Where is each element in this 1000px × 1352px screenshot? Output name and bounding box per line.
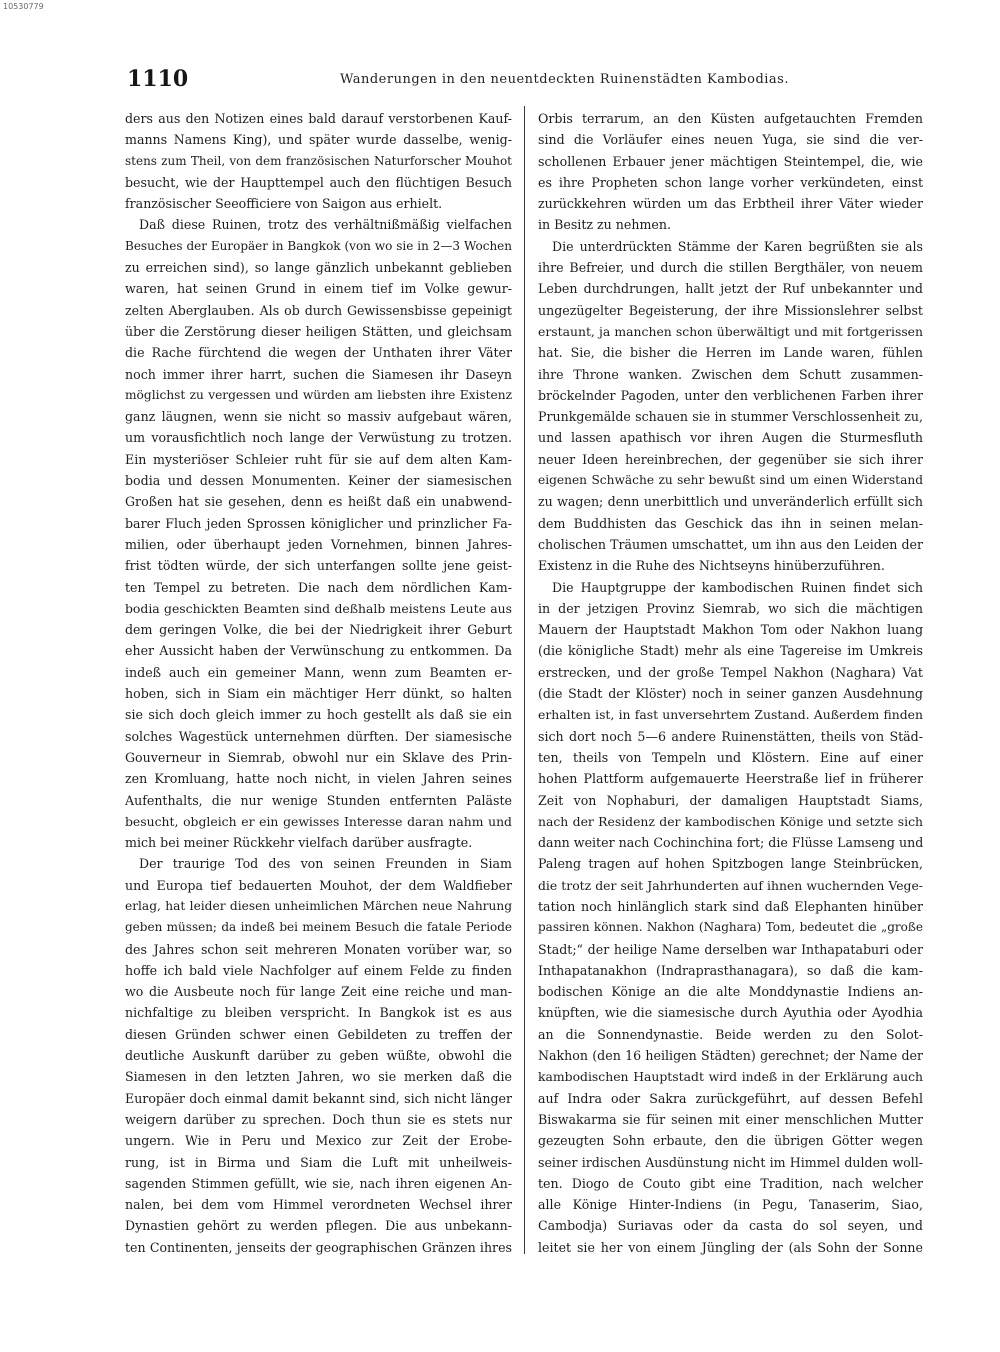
text-line: ganz läugnen, wenn sie nicht so massiv aufgebaut wären, [125, 409, 512, 425]
text-line: passiren können. Nakhon (Naghara) Tom, bedeutet die „große [538, 920, 923, 935]
text-line: die Rache fürchtend die wegen der Unthaten ihrer Väter [125, 345, 512, 361]
text-line: zelten Aberglauben. Als ob durch Gewissensbisse gepeinigt [125, 302, 512, 318]
text-line: bodischen Könige an die alte Monddynastie Indiens an- [538, 984, 923, 1000]
text-line: Aufenthalts, die nur wenige Stunden entfernten Paläste [125, 792, 512, 808]
text-line: hat. Sie, die bisher die Herren im Lande waren, fühlen [538, 345, 923, 361]
text-line: frist tödten würde, der sich unterfangen sollte jene geist- [125, 558, 512, 574]
text-line: bodia geschickten Beamten sind deßhalb meistens Leute aus [125, 600, 512, 616]
page-number: 1110 [127, 66, 189, 92]
text-line: Die Hauptgruppe der kambodischen Ruinen findet sich [552, 579, 923, 595]
text-line: zen Kromluang, hatte noch nicht, in vielen Jahren seines [125, 771, 512, 787]
text-line: kambodischen Hauptstadt wird indeß in der Erklärung auch [538, 1069, 923, 1085]
text-line: sich dort noch 5—6 andere Ruinenstätten, theils von Städ- [538, 728, 923, 744]
column-divider [524, 106, 525, 1254]
text-line: besucht, obgleich er ein gewisses Interesse daran nahm und [125, 813, 512, 829]
text-line: mich bei meiner Rückkehr vielfach darüber ausfragte. [125, 835, 473, 851]
text-line: ten Tempel zu betreten. Die nach dem nördlichen Kam- [125, 579, 512, 595]
text-line: um vorausfichtlich noch lange der Verwüstung zu trotzen. [125, 430, 512, 446]
text-line: deutliche Auskunft darüber zu geben wüßte, obwohl die [125, 1048, 512, 1064]
text-line: Europäer doch einmal damit bekannt sind, sich nicht länger [125, 1090, 512, 1106]
text-line: leitet sie her von einem Jüngling der (als Sohn der Sonne [538, 1239, 923, 1255]
text-line: in der jetzigen Provinz Siemrab, wo sich die mächtigen [538, 600, 923, 616]
text-line: in Besitz zu nehmen. [538, 217, 671, 233]
left-text-column [125, 108, 512, 1258]
text-line: eigenen Schwäche zu sehr bewußt sind um einen Widerstand [538, 473, 923, 488]
text-line: Nakhon (den 16 heiligen Städten) gerechnet; der Name der [538, 1048, 923, 1064]
text-line: geben müssen; da indeß bei meinem Besuch die fatale Periode [125, 920, 512, 935]
text-line: ders aus den Notizen eines bald darauf verstorbenen Kauf- [125, 111, 512, 126]
text-line: des Jahres schon seit mehreren Monaten vorüber war, so [125, 941, 512, 957]
text-line: ihre Throne wanken. Zwischen dem Schutt zusammen- [538, 366, 923, 382]
text-line: zu wagen; denn unerbittlich und unveränderlich erfüllt sich [538, 494, 923, 510]
text-line: besucht, wie der Haupttempel auch den flüchtigen Besuch [125, 174, 512, 190]
text-line: milien, oder überhaupt jeden Vornehmen, binnen Jahres- [125, 536, 512, 552]
text-line: Leben durchdrungen, hallt jetzt der Ruf unbekannter und [538, 281, 923, 297]
text-line: noch immer ihrer harrt, suchen die Siamesen ihr Daseyn [125, 366, 512, 382]
text-line: bröckelnder Pagoden, unter den verblichenen Farben ihrer [538, 387, 923, 403]
text-line: erstrecken, und der große Tempel Nakhon (Naghara) Vat [538, 664, 923, 680]
text-line: und lassen apathisch vor ihren Augen die Sturmesfluth [538, 430, 923, 446]
text-line: zurückkehren würden um das Erbtheil ihrer Väter wieder [538, 196, 923, 212]
text-line: solches Wagestück unternehmen dürften. Der siamesische [125, 728, 512, 744]
text-line: erhalten ist, in fast unversehrtem Zustand. Außerdem finden [538, 707, 923, 723]
text-line: ten, theils von Tempeln und Klöstern. Eine auf einer [538, 749, 923, 765]
text-line: (die königliche Stadt) mehr als eine Tagereise im Umkreis [538, 643, 923, 659]
text-line: Orbis terrarum, an den Küsten aufgetauchten Fremden [538, 111, 923, 126]
text-line: rung, ist in Birma und Siam die Luft mit unheilweis- [125, 1154, 512, 1170]
text-line: alle Könige Hinter-Indiens (in Pegu, Tanaserim, Siao, [538, 1197, 923, 1213]
text-line: schollenen Erbauer jener mächtigen Steintempel, die, wie [538, 153, 923, 169]
right-text-column [538, 108, 923, 1258]
text-line: erstaunt, ja manchen schon überwältigt und mit fortgerissen [538, 323, 923, 339]
text-line: Paleng tragen auf hohen Spitzbogen lange Steinbrücken, [538, 856, 923, 872]
text-line: Daß diese Ruinen, trotz des verhältnißmäßig vielfachen [139, 217, 512, 233]
text-line: Stadt;“ der heilige Name derselben war Inthapataburi oder [538, 941, 923, 957]
text-line: Dynastien gehört zu werden pflegen. Die aus unbekann- [125, 1218, 512, 1234]
text-line: bodia und dessen Monumenten. Keiner der siamesischen [125, 473, 512, 489]
text-line: seiner irdischen Ausdünstung nicht im Himmel dulden woll- [538, 1154, 923, 1170]
text-line: Cambodja) Suriavas oder da casta do sol seyen, und [538, 1218, 923, 1234]
text-line: Die unterdrückten Stämme der Karen begrüßten sie als [552, 238, 923, 254]
text-line: nalen, bei dem vom Himmel verordneten Wechsel ihrer [125, 1197, 512, 1213]
text-line: indeß auch ein gemeiner Mann, wenn zum Beamten er- [125, 664, 512, 680]
text-line: gezeugten Sohn erbaute, den die übrigen Götter wegen [538, 1133, 923, 1149]
text-line: wo die Ausbeute noch für lange Zeit eine reiche und man- [125, 984, 512, 1000]
text-line: Existenz in die Ruhe des Nichtseyns hinüberzuführen. [538, 558, 885, 574]
text-line: Inthapatanakhon (Indraprasthanagara), so daß die kam- [538, 962, 923, 978]
text-line: Besuches der Europäer in Bangkok (von wo sie in 2—3 Wochen [125, 238, 512, 253]
text-line: französischer Seeofficiere von Saigon aus erhielt. [125, 196, 443, 212]
text-line: ungern. Wie in Peru und Mexico zur Zeit der Erobe- [125, 1133, 512, 1149]
text-line: an die Sonnendynastie. Beide werden zu den Solot- [538, 1026, 923, 1042]
text-line: ungezügelter Begeisterung, der ihre Missionslehrer selbst [538, 302, 923, 318]
text-line: hoben, sich in Siam ein mächtiger Herr dünkt, so halten [125, 686, 512, 702]
text-line: neuer Ideen hereinbrechen, der gegenüber sie sich ihrer [538, 451, 923, 467]
text-line: dem Buddhisten das Geschick das ihn in seinen melan- [538, 515, 923, 531]
text-line: und Europa tief bedauerten Mouhot, der dem Waldfieber [125, 877, 512, 893]
text-line: diesen Gründen schwer einen Gebildeten zu treffen der [125, 1026, 512, 1042]
text-line: Großen hat sie gesehen, denn es heißt daß ein unabwend- [125, 494, 512, 510]
text-line: barer Fluch jeden Sprossen königlicher und prinzlicher Fa- [125, 515, 512, 531]
text-line: waren, hat seinen Grund in einem tief im Volke gewur- [125, 281, 512, 297]
text-line: es ihre Propheten schon lange vorher verkündeten, einst [538, 174, 923, 190]
text-line: Biswakarma sie für seinen mit einer menschlichen Mutter [538, 1111, 923, 1127]
text-line: eher Aussicht haben der Verwünschung zu entkommen. Da [125, 643, 512, 659]
text-line: dann weiter nach Cochinchina fort; die Flüsse Lamseng und [538, 835, 923, 851]
running-title: Wanderungen in den neuentdeckten Ruinenstädten Kambodias. [340, 72, 789, 87]
text-line: ten Continenten, jenseits der geographischen Gränzen ihres [125, 1239, 512, 1255]
scan-id: 10530779 [3, 2, 44, 11]
text-line: sagenden Stimmen gefüllt, wie sie, nach ihren eigenen An- [125, 1175, 512, 1191]
text-line: Siamesen in den letzten Jahren, wo sie merken daß die [125, 1069, 512, 1085]
text-line: stens zum Theil, von dem französischen Naturforscher Mouhot [125, 153, 512, 168]
text-line: über die Zerstörung dieser heiligen Stätten, und gleichsam [125, 323, 512, 339]
text-line: hohen Plattform aufgemauerte Heerstraße lief in früherer [538, 771, 923, 787]
text-line: Gouverneur in Siemrab, obwohl nur ein Sklave des Prin- [125, 749, 512, 765]
text-line: auf Indra oder Sakra zurückgeführt, auf dessen Befehl [538, 1090, 923, 1106]
text-line: sie sich doch gleich immer zu hoch gestellt als daß sie ein [125, 707, 512, 723]
text-line: manns Namens King), und später wurde dasselbe, wenig- [125, 132, 512, 148]
text-line: Der traurige Tod des von seinen Freunden in Siam [139, 856, 512, 872]
text-line: weigern darüber zu sprechen. Doch thun sie es stets nur [125, 1111, 512, 1127]
text-line: möglichst zu vergessen und würden am liebsten ihre Existenz [125, 387, 512, 402]
text-line: Ein mysteriöser Schleier ruht für sie auf dem alten Kam- [125, 451, 512, 467]
text-line: die trotz der seit Jahrhunderten auf ihnen wuchernden Vege- [538, 877, 923, 893]
text-line: ihre Befreier, und durch die stillen Bergthäler, von neuem [538, 260, 923, 276]
text-line: knüpften, wie die siamesische durch Ayuthia oder Ayodhia [538, 1005, 923, 1021]
text-line: Prunkgemälde schauen sie in stummer Verschlossenheit zu, [538, 409, 923, 425]
text-line: sind die Vorläufer eines neuen Yuga, sie sind die ver- [538, 132, 923, 148]
text-line: erlag, hat leider diesen unheimlichen Märchen neue Nahrung [125, 898, 512, 913]
text-line: tation noch hinlänglich stark sind daß Elephanten hinüber [538, 898, 923, 914]
text-line: (die Stadt der Klöster) noch in seiner ganzen Ausdehnung [538, 686, 923, 702]
text-line: ten. Diogo de Couto gibt eine Tradition, nach welcher [538, 1175, 923, 1191]
text-line: Mauern der Hauptstadt Makhon Tom oder Nakhon luang [538, 622, 923, 638]
text-line: Zeit von Nophaburi, der damaligen Hauptstadt Siams, [538, 792, 923, 808]
text-line: nach der Residenz der kambodischen Könige und setzte sich [538, 813, 923, 829]
text-line: dem geringen Volke, die bei der Niedrigkeit ihrer Geburt [125, 622, 512, 638]
text-line: nichfaltige zu bleiben verspricht. In Bangkok ist es aus [125, 1005, 512, 1021]
text-line: zu erreichen sind), so lange gänzlich unbekannt geblieben [125, 260, 512, 276]
text-line: hoffe ich bald viele Nachfolger auf einem Felde zu finden [125, 962, 512, 978]
text-line: cholischen Träumen umschattet, um ihn aus den Leiden der [538, 536, 923, 552]
